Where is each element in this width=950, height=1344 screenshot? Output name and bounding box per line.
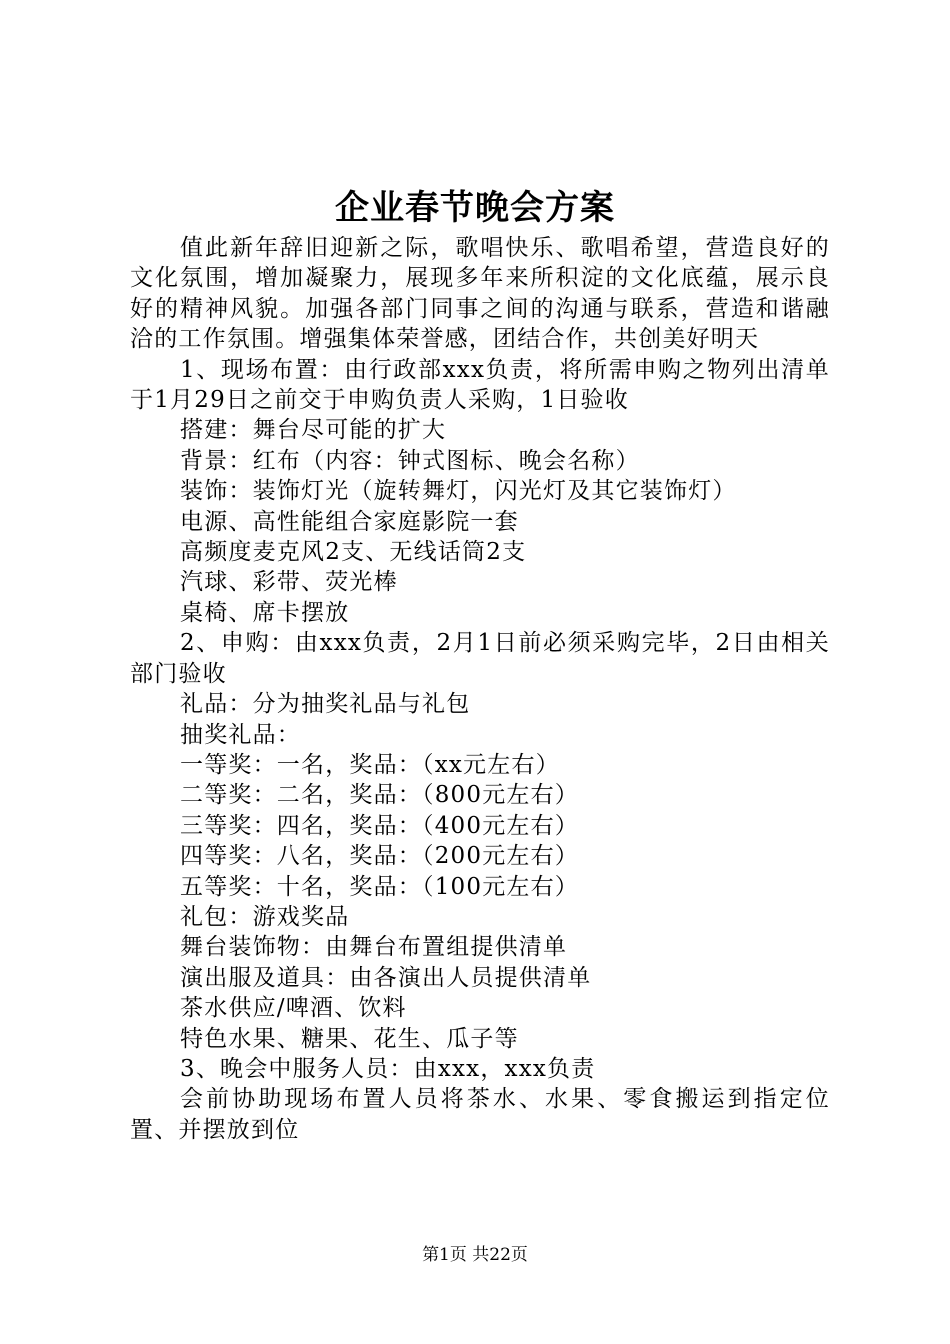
paragraph-first-prize: 一等奖：一名，奖品：（xx元左右）	[180, 751, 560, 778]
paragraph-stage-setup: 搭建：舞台尽可能的扩大	[180, 417, 447, 444]
paragraph-second-prize: 二等奖：二名，奖品：（800元左右）	[180, 782, 579, 809]
paragraph-power-audio: 电源、高性能组合家庭影院一套	[180, 508, 519, 535]
paragraph-costumes: 演出服及道具：由各演出人员提供清单	[180, 964, 592, 991]
paragraph-lottery-gifts: 抽奖礼品：	[180, 721, 301, 748]
paragraph-drinks: 茶水供应/啤酒、饮料	[180, 995, 407, 1022]
paragraph-service-duties: 会前协助现场布置人员将茶水、水果、零食搬运到指定位置、并摆放到位	[130, 1086, 830, 1143]
paragraph-section-3: 3、晚会中服务人员：由xxx，xxx负责	[180, 1055, 596, 1082]
paragraph-snacks: 特色水果、糖果、花生、瓜子等	[180, 1025, 519, 1052]
paragraph-background: 背景：红布（内容：钟式图标、晚会名称）	[180, 447, 640, 474]
page-number-footer: 第1页 共22页	[422, 1245, 528, 1265]
paragraph-microphones: 高频度麦克风2支、无线话筒2支	[180, 539, 527, 566]
paragraph-seating: 桌椅、席卡摆放	[180, 599, 350, 626]
paragraph-fourth-prize: 四等奖：八名，奖品：（200元左右）	[180, 843, 579, 870]
paragraph-gifts: 礼品：分为抽奖礼品与礼包	[180, 691, 471, 718]
paragraph-section-1: 1、现场布置：由行政部xxx负责，将所需申购之物列出清单于1月29日之前交于申购负责人采购，1日验收	[130, 356, 830, 414]
paragraph-gift-pack: 礼包：游戏奖品	[180, 903, 350, 930]
paragraph-intro: 值此新年辞旧迎新之际，歌唱快乐、歌唱希望，营造良好的文化氛围，增加凝聚力，展现多年来所积淀的文化底蕴，展示良好的精神风貌。加强各部门同事之间的沟通与联系，营造和谐融洽的工作氛围。增强集体荣誉感，团结合作，共创美好明天	[130, 235, 830, 353]
document-title: 企业春节晚会方案	[335, 188, 615, 228]
paragraph-stage-items: 舞台装饰物：由舞台布置组提供清单	[180, 934, 568, 961]
paragraph-balloons: 汽球、彩带、荧光棒	[180, 569, 398, 596]
paragraph-decoration: 装饰：装饰灯光（旋转舞灯，闪光灯及其它装饰灯）	[180, 478, 737, 505]
document-body	[130, 233, 830, 1145]
paragraph-section-2: 2、申购：由xxx负责，2月1日前必须采购完毕，2日由相关部门验收	[130, 630, 830, 687]
paragraph-third-prize: 三等奖：四名，奖品：（400元左右）	[180, 812, 579, 839]
paragraph-fifth-prize: 五等奖：十名，奖品：（100元左右）	[180, 873, 579, 900]
